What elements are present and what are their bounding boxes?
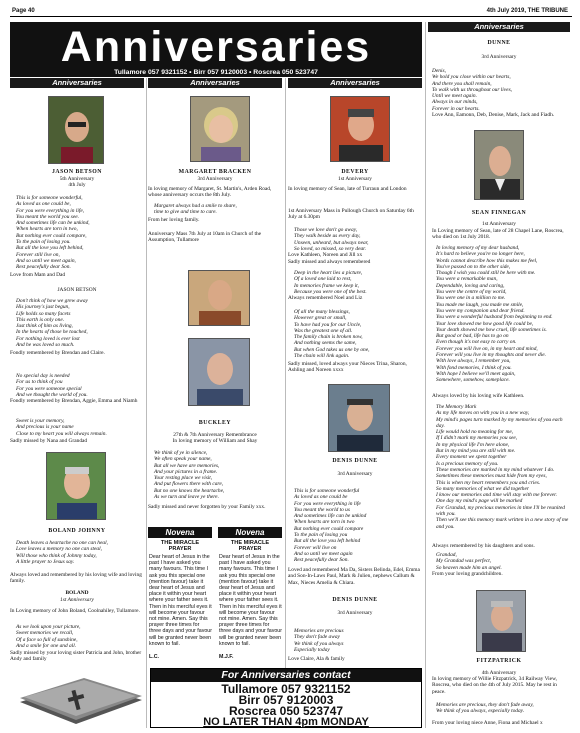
verse-line: A little prayer to Jesus say. (16, 558, 75, 565)
verse-line: This earth is only one. (16, 316, 65, 323)
verse-line: For Grandad, my precious memories in time I'll be reunited with you. (436, 504, 565, 518)
verse-line: My mind's pages turn marked by my memories of you each day. (436, 416, 563, 429)
notice-signoff: Love from Mam and Dad (10, 272, 66, 278)
notice-anniversary: 3rd Anniversary (337, 610, 373, 616)
verse-line: As loved as one could be (294, 494, 348, 501)
notice-anniversary: 1st Anniversary (482, 221, 516, 227)
verse-line: You were the centre of my world, (436, 289, 507, 296)
verse (294, 309, 422, 359)
section-band: Anniversaries (10, 78, 144, 88)
notice-signoff: Always remembered Noel and Liz (288, 295, 363, 301)
verse-line: The Memory Mark (436, 404, 477, 410)
notice-anniversary: 3rd Anniversary (197, 176, 233, 182)
verse-line: Those we love don't go away, (294, 227, 358, 233)
verse-line: Of a face so full of sunshine, (16, 636, 78, 643)
verse (294, 628, 422, 653)
verse-line: Forever will you live in my thoughts and never die. (436, 352, 546, 359)
verse-line: These memories are marked in my mind whatever I do. (436, 466, 555, 473)
verse-line: And so until we meet again, (16, 257, 76, 264)
notice-signoff: Sadly missed, loved always your Nieces Trina, Sharon, Ashling and Noreen xxxx (288, 361, 407, 374)
verse-line: And sometimes life can be unkind (294, 513, 367, 520)
verse-line: Life would hold no meaning for me, (436, 429, 514, 436)
verse-line: You made me laugh, you made me smile, (436, 301, 524, 308)
verse-line: Was the greatest one of all. (294, 327, 353, 334)
verse-line: Your resting place we visit, (154, 475, 213, 482)
notice-text: 27th & 7th Anniversary Remembrance (173, 432, 257, 438)
verse-line: In memories frame we keep it, (294, 282, 359, 289)
notice-signoff: Loved and remembered Ma Da, Sisters Belinda, Edel, Emma and Son-In-Laws Paul, Mark & Julien, nephews Callum & Max, Nieces Amelia & Chiara. (288, 567, 420, 586)
notice-text: Anniversary Mass 7th July at 10am in Church of the Assumption, Tullamore (148, 231, 262, 244)
verse-line: We think of you always (294, 640, 344, 647)
verse-line: You meant the world you see. (16, 213, 79, 220)
verse-line: But nothing ever could compare, (16, 232, 87, 239)
verse-line: Rest peacefully dear Son. (16, 264, 71, 271)
verse-line: We think of ye in silence, (154, 450, 208, 456)
notice-signoff: Always loved by his loving wife Kathleen. (432, 393, 525, 399)
verse-line: But all the love you left behind, (16, 245, 84, 252)
verse-line: We think of you always, especially today. (436, 708, 525, 715)
notice-name: MARGARET BRACKEN (178, 169, 252, 175)
verse-line: My Grandad was perfect, (436, 558, 492, 565)
verse-line: The family chain is broken now, (294, 334, 363, 341)
verse-line: His journey's just begun, (16, 304, 70, 311)
verse (16, 195, 144, 271)
verse-line: Margaret always had a smile to share, (154, 203, 237, 209)
notice-signoff: From her loving family. (148, 217, 200, 223)
verse-line: Don't think of how we grew away (16, 298, 88, 304)
verse-line: To the pain of losing you. (16, 239, 71, 246)
column-divider (146, 78, 147, 728)
notice-signoff: Always remembered by his daughters and sons. (432, 543, 535, 549)
photo-margaret-bracken (190, 96, 250, 162)
verse-line: If I didn't mark my memories you see, (436, 435, 518, 442)
notice-signoff: Sadly missed and never forgotten by your Family xxx. (148, 504, 266, 510)
contact-tullamore: Tullamore 057 9321152 (221, 682, 351, 696)
verse-line: For you were everything in life, (16, 207, 85, 214)
verse-line: And there you shall remain, (432, 80, 492, 87)
contact-birr: Birr 057 9120003 (238, 693, 334, 707)
verse (16, 418, 144, 437)
verse-line: And put flowers there with care, (154, 481, 224, 488)
verse-line: time to give and time to care. (154, 209, 217, 216)
verse-line: Of all the many blessings, (294, 309, 350, 315)
verse (436, 702, 570, 715)
verse-line: Though I wish you could still be here with me. (436, 270, 536, 277)
verse-line: Forever you will live on, in my heart and mind, (436, 345, 538, 352)
verse-line: Memories are precious (294, 628, 344, 634)
verse-line: Life holds so many facets (16, 310, 71, 317)
verse (294, 227, 422, 252)
notice-signoff: From your loving niece Anne, Fiona and Michael x (432, 720, 543, 726)
verse-line: Grandad, (436, 552, 457, 558)
notice-signoff: From your loving grandchildren. (432, 571, 503, 577)
verse (16, 540, 144, 565)
verse-line: Close to my heart you will always remain. (16, 430, 107, 437)
verse-line: We hold you close within our hearts, (432, 74, 511, 81)
contact-bar: Tullamore 057 9321152 • Birr 057 9120003 • Roscrea 050 523747 (114, 69, 318, 76)
verse-line: You were a wonderful husband from beginning to end. (436, 314, 553, 321)
prayer-sign: M.J.F. (219, 654, 234, 660)
notice-text: In loving memory of William and Shay (172, 438, 258, 444)
contact-heading: For Anniversaries contact (151, 669, 421, 682)
verse-line: With love always, I remember you, (436, 358, 511, 365)
verse-line: In my physical life I'm here alone, (436, 441, 510, 448)
verse (432, 68, 570, 112)
contact-deadline: NO LATER THAN 4pm MONDAY (203, 716, 369, 728)
verse-line: Somewhere, somehow, someplace. (436, 377, 510, 384)
verse-line: You were my companion and dear friend. (436, 307, 525, 314)
verse-line: Just think of him as living, (16, 323, 73, 330)
masthead (10, 22, 422, 77)
section-band: Anniversaries (288, 78, 422, 88)
notice-text: In loving memory of Willie Fitzpatrick, 34 Railway View, Roscrea, who died on the 4th of July 2015. May he rest in peace. (432, 676, 557, 695)
verse-line: Unseen, unheard, but always near, (294, 239, 369, 246)
photo-sean-finnegan (474, 130, 524, 200)
notice-name: SEAN FINNEGAN (471, 210, 527, 216)
prayer-title: THE MIRACLE (230, 540, 270, 546)
notice-anniversary: 5th Anniversary (59, 176, 95, 182)
verse-line: And your pictures in a frame. (154, 468, 218, 475)
notice-text: In loving memory of Margaret, St. Martin's, Arden Road, whose anniversary occurs the 8th July. (148, 186, 272, 199)
notice-anniversary: 1st Anniversary (338, 176, 372, 182)
notice-text: In Loving memory of John Boland, Coolnahiley, Tullamore. (10, 608, 140, 614)
verse-line: And he was loved so much. (16, 342, 75, 349)
page-title: Anniversaries (60, 23, 372, 71)
verse-line: Deep in the heart lies a picture, (294, 270, 363, 276)
verse-line: No special day is needed (16, 373, 70, 379)
notice-anniversary: 1st Anniversary (60, 597, 94, 603)
notice-signoff: Love Ann, Eamonn, Deb, Denise, Mark, Jack and Fiadh. (432, 112, 555, 118)
photo-shay-buckley (188, 338, 250, 406)
verse-line: Sweet is your memory, (16, 418, 65, 424)
verse (154, 450, 282, 500)
verse (294, 488, 422, 564)
verse-line: To have had you for our Uncle, (294, 321, 362, 328)
verse-line: But good or bad, life has to go on (436, 333, 509, 340)
verse-line: For you were everything in life (294, 500, 361, 507)
verse-line: Your love showed me how good life could be, (436, 320, 534, 327)
prayer-title: PRAYER (238, 546, 262, 552)
prayer-sign: L.C. (149, 654, 160, 660)
verse-line: This is for someone wonderful (294, 488, 360, 494)
notice-name: DENIS DUNNE (332, 458, 378, 464)
verse-line: For nothing loved is ever lost (16, 335, 80, 342)
verse (16, 298, 144, 348)
verse (294, 270, 422, 295)
verse-line: As my life moves on with you in a new way, (436, 410, 530, 417)
verse-line: You meant the world to us (294, 506, 350, 513)
verse-line: So loved, so missed, so very dear. (294, 245, 367, 252)
verse-line: Forever still live on, (16, 251, 60, 258)
notice-text: 1st Anniversary Mass in Pullough Church on Saturday 6th July at 6.30pm (288, 208, 414, 221)
verse-line: So heaven made him an angel. (436, 564, 502, 571)
verse-line: As we look upon your picture, (16, 624, 81, 630)
verse-line: Every moment we spent together (436, 454, 507, 461)
photo-denis-dunne (328, 384, 390, 452)
verse-line: So many memories of what we did together (436, 485, 529, 492)
verse-line: One day my mind's page will be marked (436, 498, 523, 505)
verse (154, 203, 282, 216)
notice-name: BOLAND JOHNNY (48, 528, 106, 534)
section-band: Anniversaries (428, 22, 570, 32)
verse-line: But nothing ever could compare (294, 525, 364, 532)
verse-line: Sweet memories we recall, (16, 630, 74, 637)
verse-line: But no one knows the heartache, (154, 487, 225, 494)
verse-line: As we turn and leave ye there. (154, 494, 219, 501)
verse (436, 404, 570, 530)
verse-line: When hearts are torn in two, (16, 226, 78, 233)
section-band: Anniversaries (148, 78, 282, 88)
verse-line: However great or small, (294, 315, 347, 322)
prayer-title: THE MIRACLE (160, 540, 200, 546)
verse-line: But when God takes us one by one, (294, 346, 370, 353)
verse-line: Even though it's not easy to carry on. (436, 339, 517, 346)
verse-line: In loving memory of my dear husband, (436, 245, 520, 251)
verse-line: Especially today (294, 646, 330, 653)
verse-line: Sometimes these memories must hide from my eyes, (436, 473, 547, 480)
prayer-body: Dear heart of Jesus in the past I have asked you many favours. This time I ask you this special one (mention favour) take it dear heart of Jesus and place it within your heart where your father sees it. Then in his merciful eyes it will become your favour not mine. Amen. Say this prayer three times for three days and your favour will be granted never been known to fail. (219, 554, 283, 647)
notice-signoff: Fondly remembered by Brendan, Aggie, Emma and Niamh (10, 398, 138, 404)
novena-header: Novena (148, 527, 212, 538)
verse (436, 552, 570, 571)
notice-signoff: Sadly missed and always remembered (288, 259, 371, 265)
notice-text: In loving memory of Sean, late of Turraun and London (288, 186, 407, 192)
notice-date: 4th July (68, 182, 86, 188)
verse-line: And a smile for one and all. (16, 642, 77, 649)
column-divider (425, 22, 426, 728)
prayer-title: PRAYER (168, 546, 192, 552)
verse-line: You've passed on to the other side, (436, 263, 511, 270)
notice-name: DEVERY (341, 169, 369, 175)
verse-line: And nothing seems the same, (294, 340, 357, 347)
verse-line: To walk with us throughout our lives, (432, 86, 513, 93)
verse-line: Forever in our hearts. (432, 105, 480, 112)
verse-line: Death leaves a heartache no one can heal, (16, 540, 108, 546)
verse (436, 245, 570, 384)
verse-line: You were a remarkable man, (436, 276, 498, 283)
verse-line: Memories are precious, they don't fade away, (436, 702, 534, 708)
verse-line: But all we have are memories, (154, 462, 220, 469)
issue-date: 4th July 2019, THE TRIBUNE (486, 8, 568, 14)
verse-line: And so until we meet again (294, 550, 353, 557)
notice-signoff: Sadly missed by Nana and Grandad (10, 438, 88, 444)
contact-roscrea: Roscrea 050 523747 (228, 704, 344, 718)
verse-line: As loved as one could be, (16, 201, 71, 208)
notice-anniversary: 3rd Anniversary (481, 54, 517, 60)
notice-text: In Loving memory of Sean, late of 28 Chapel Lane, Roscrea, who died on 1st July 2018. (432, 228, 564, 241)
verse-line: And we thought the world of you. (16, 391, 88, 398)
notice-name: JASON BETSON (52, 169, 102, 175)
prayer-body: Dear heart of Jesus in the past I have asked you many favours. This time I ask you this special one (mention favour) take it dear heart of Jesus and place it within your heart where your father sees it. Then in his merciful eyes it will become your favour not mine. Amen. Say this prayer three times for three days and your favour will be granted never been known to fail. (149, 554, 213, 647)
column-divider (285, 78, 286, 668)
novena-header: Novena (218, 527, 282, 538)
notice-anniversary: 3rd Anniversary (337, 471, 373, 477)
verse-line: Words cannot describe how this makes me feel, (436, 257, 538, 264)
verse-line: You were one in a million to me. (436, 295, 506, 302)
notice-name: DUNNE (487, 40, 511, 46)
verse-line: To the pain of losing you (294, 532, 348, 539)
verse-line: With fond memories, I think of you. (436, 364, 512, 371)
verse-line: But all the love you left behind (294, 538, 361, 545)
notice-name: DENIS DUNNE (332, 597, 378, 603)
verse-line: Until we meet again. (432, 93, 477, 100)
verse-line: For you were someone special (16, 385, 82, 392)
verse-line: But in my mind you are still with me. (436, 448, 516, 455)
notice-signoff: Love Claire, Ala & family (288, 656, 345, 662)
verse-line: Forever will live on (294, 544, 337, 551)
verse-line: It's hard to believe you're no longer here, (436, 251, 525, 258)
verse-line: I know our memories and time will stay with me forever. (436, 492, 557, 499)
verse-line: Dependable, loving and caring, (436, 282, 505, 289)
verse-line: Will those who think of Johnny today, (16, 552, 97, 559)
verse-line: And precious is your name (16, 424, 74, 431)
notice-subname: JASON BETSON (57, 287, 97, 293)
verse-line: This is for someone wonderful, (16, 195, 83, 201)
verse-line: Denis, (432, 68, 446, 74)
verse-line: In the hearts of those he touched, (16, 329, 88, 336)
verse-line: With hope I believe we'll meet again, (436, 370, 516, 377)
photo-william-buckley (188, 270, 250, 326)
verse-line: Of a loved one laid to rest, (294, 276, 352, 283)
notice-signoff: Always loved and remembered by his loving wife and loving family. (10, 572, 142, 585)
photo-sean-devery (330, 96, 390, 162)
verse-line: They don't fade away (294, 634, 340, 641)
photo-willie-fitzpatrick (476, 590, 526, 652)
verse-line: Love leaves a memory no one can steal, (16, 546, 102, 553)
verse-line: For us to think of you (16, 379, 63, 386)
verse-line: When hearts are torn in two (294, 519, 355, 526)
verse-line: The chain will link again. (294, 353, 350, 360)
photo-johnny-boland (46, 452, 106, 520)
page-number: Page 40 (12, 8, 35, 14)
contact-box (150, 668, 422, 728)
verse-line: Is a precious memory of you. (436, 460, 499, 467)
notice-signoff: Sadly missed by your loving sister Patricia and John, brother Andy and family (10, 650, 142, 663)
verse-line: Because you were one of the best. (294, 288, 367, 295)
verse (16, 373, 144, 398)
verse-line: This is when my heart remembers you and cries. (436, 479, 541, 486)
verse-line: Your death showed me how cruel, life sometimes is. (436, 326, 547, 333)
notice-name: FITZPATRICK (476, 658, 522, 664)
verse (16, 624, 144, 649)
notice-name: BUCKLEY (198, 420, 232, 426)
notice-subname: BOLAND (65, 590, 89, 596)
photo-jason-betson (48, 96, 104, 164)
verse-line: Always in our minds, (432, 99, 478, 106)
notice-signoff: Love Kathleen, Noreen and Jill xx (288, 252, 363, 258)
bible-illustration (14, 672, 146, 728)
verse-line: They walk beside us every day, (294, 233, 361, 240)
notice-signoff: Fondly remembered by Brendan and Claire. (10, 350, 105, 356)
verse-line: We often speak your name, (154, 456, 212, 463)
verse-line: And sometimes life can be unkind, (16, 220, 90, 227)
verse-line: Then we'll see this memory mark written in a new story of me and you. (436, 517, 569, 530)
notice-anniversary: 4th Anniversary (481, 670, 517, 676)
header-rule (10, 16, 572, 17)
verse-line: Rest peacefully dear Son. (294, 557, 349, 564)
